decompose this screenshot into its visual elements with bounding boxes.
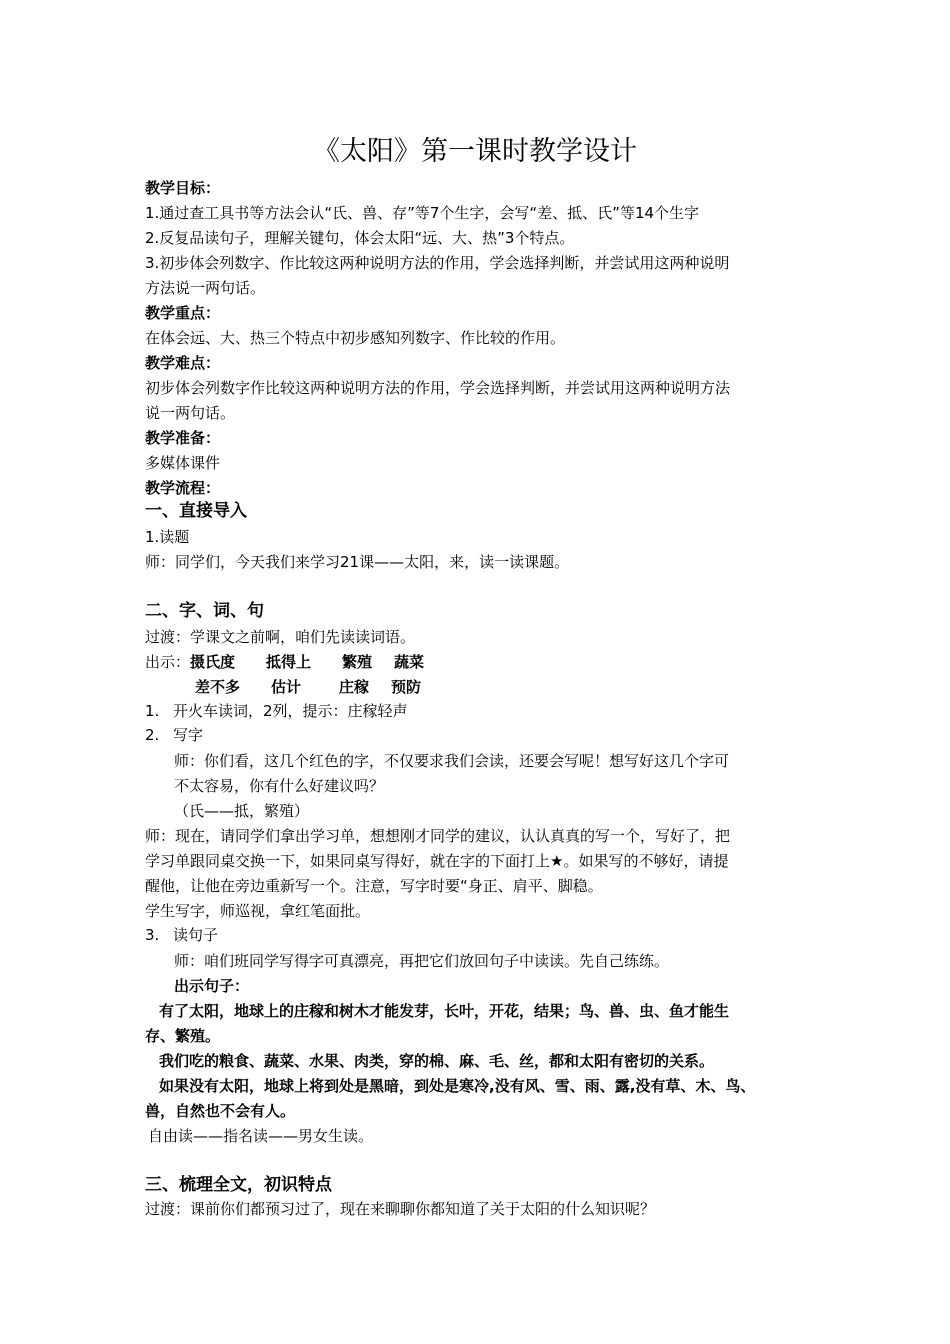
list-item-3 (145, 925, 218, 945)
section-1-teacher: 师：同学们，今天我们来学习21课——太阳，来，读一读课题。 (145, 553, 570, 571)
section-3-transition: 过渡：课前你们都预习过了，现在来聊聊你都知道了关于太阳的什么知识呢？ (145, 1200, 656, 1218)
prep-heading: 教学准备： (145, 429, 221, 447)
goal-3-line1: 3.初步体会列数字、作比较这两种说明方法的作用，学会选择判断，并尝试用这两种说明 (145, 254, 730, 272)
show-sentences-label: 出示句子： (174, 977, 250, 995)
sentence-1b: 存、繁殖。 (145, 1027, 221, 1045)
list-number: 1. (145, 702, 160, 720)
list-item-1 (145, 701, 408, 721)
vocab-row-2 (195, 677, 421, 697)
teacher-line-1a: 师：你们看，这几个红色的字，不仅要求我们会读，还要会写呢！想写好这几个字可 (174, 752, 730, 770)
section-1-item: 1.读题 (145, 528, 190, 546)
teacher-line-2b: 学习单跟同桌交换一下，如果同桌写得好，就在字的下面打上★。如果写的不够好，请提 (145, 852, 729, 870)
list-number: 3. (145, 926, 160, 944)
vocab-word: 抵得上 (266, 653, 312, 671)
section-2-heading: 二、字、词、句 (145, 601, 264, 621)
difficulty-text-line2: 说一两句话。 (145, 404, 236, 422)
teacher-line-2d: 学生写字，师巡视，拿红笔面批。 (145, 902, 371, 920)
flow-heading: 教学流程： (145, 479, 221, 497)
show-label: 出示： (145, 653, 191, 671)
difficulty-text-line1: 初步体会列数字作比较这两种说明方法的作用，学会选择判断，并尝试用这两种说明方法 (145, 379, 731, 397)
goal-2: 2.反复品读句子，理解关键句，体会太阳“远、大、热”3个特点。 (145, 229, 575, 247)
list-text: 开火车读词，2列，提示：庄稼轻声 (173, 702, 408, 720)
sentence-1a: 有了太阳，地球上的庄稼和树木才能发芽，长叶，开花，结果；鸟、兽、虫、鱼才能生 (159, 1002, 730, 1020)
prep-text: 多媒体课件 (145, 454, 221, 472)
teacher-line-1b: 不太容易，你有什么好建议吗？ (174, 777, 385, 795)
section-3-heading: 三、梳理全文，初识特点 (145, 1175, 332, 1195)
keypoint-text: 在体会远、大、热三个特点中初步感知列数字、作比较的作用。 (145, 329, 566, 347)
teacher-line-2c: 醒他，让他在旁边重新写一个。注意，写字时要“身正、肩平、脚稳。 (145, 877, 603, 895)
list-number: 2. (145, 726, 160, 744)
teacher-line-2a: 师：现在，请同学们拿出学习单，想想刚才同学的建议，认认真真的写一个，写好了，把 (145, 827, 731, 845)
goal-3-line2: 方法说一两句话。 (145, 279, 266, 297)
vocab-word: 蔬菜 (394, 653, 425, 671)
section-2-transition: 过渡：学课文之前啊，咱们先读读词语。 (145, 628, 416, 646)
vocab-word: 庄稼 (339, 678, 370, 696)
sentence-2: 我们吃的粮食、蔬菜、水果、肉类，穿的棉、麻、毛、丝，都和太阳有密切的关系。 (159, 1052, 715, 1070)
list-item-2 (145, 725, 203, 745)
section-1-heading: 一、直接导入 (145, 501, 247, 521)
keypoint-heading: 教学重点： (145, 304, 221, 322)
list-text: 读句子 (173, 926, 219, 944)
sentence-3a: 如果没有太阳，地球上将到处是黑暗，到处是寒冷,没有风、雪、雨、露,没有草、木、鸟、 (159, 1077, 756, 1095)
vocab-word: 估计 (271, 678, 302, 696)
vocab-row-1 (145, 652, 424, 672)
document-title: 《太阳》第一课时教学设计 (313, 136, 637, 167)
reading-steps: 自由读——指名读——男女生读。 (148, 1127, 374, 1145)
teacher-line-3: 师：咱们班同学写得字可真漂亮，再把它们放回句子中读读。先自己练练。 (174, 952, 670, 970)
goal-1: 1.通过查工具书等方法会认“氏、兽、存”等7个生字，会写“差、抵、氏”等14个生字 (145, 204, 700, 222)
vocab-word: 预防 (391, 678, 422, 696)
difficulty-heading: 教学难点： (145, 354, 221, 372)
vocab-word: 繁殖 (342, 653, 373, 671)
sentence-3b: 兽，自然也不会有人。 (145, 1102, 296, 1120)
vocab-word: 摄氏度 (190, 653, 236, 671)
list-text: 写字 (173, 726, 204, 744)
teacher-line-1c: （氏——抵，繁殖） (174, 802, 310, 820)
goals-heading: 教学目标： (145, 179, 221, 197)
vocab-word: 差不多 (195, 678, 241, 696)
